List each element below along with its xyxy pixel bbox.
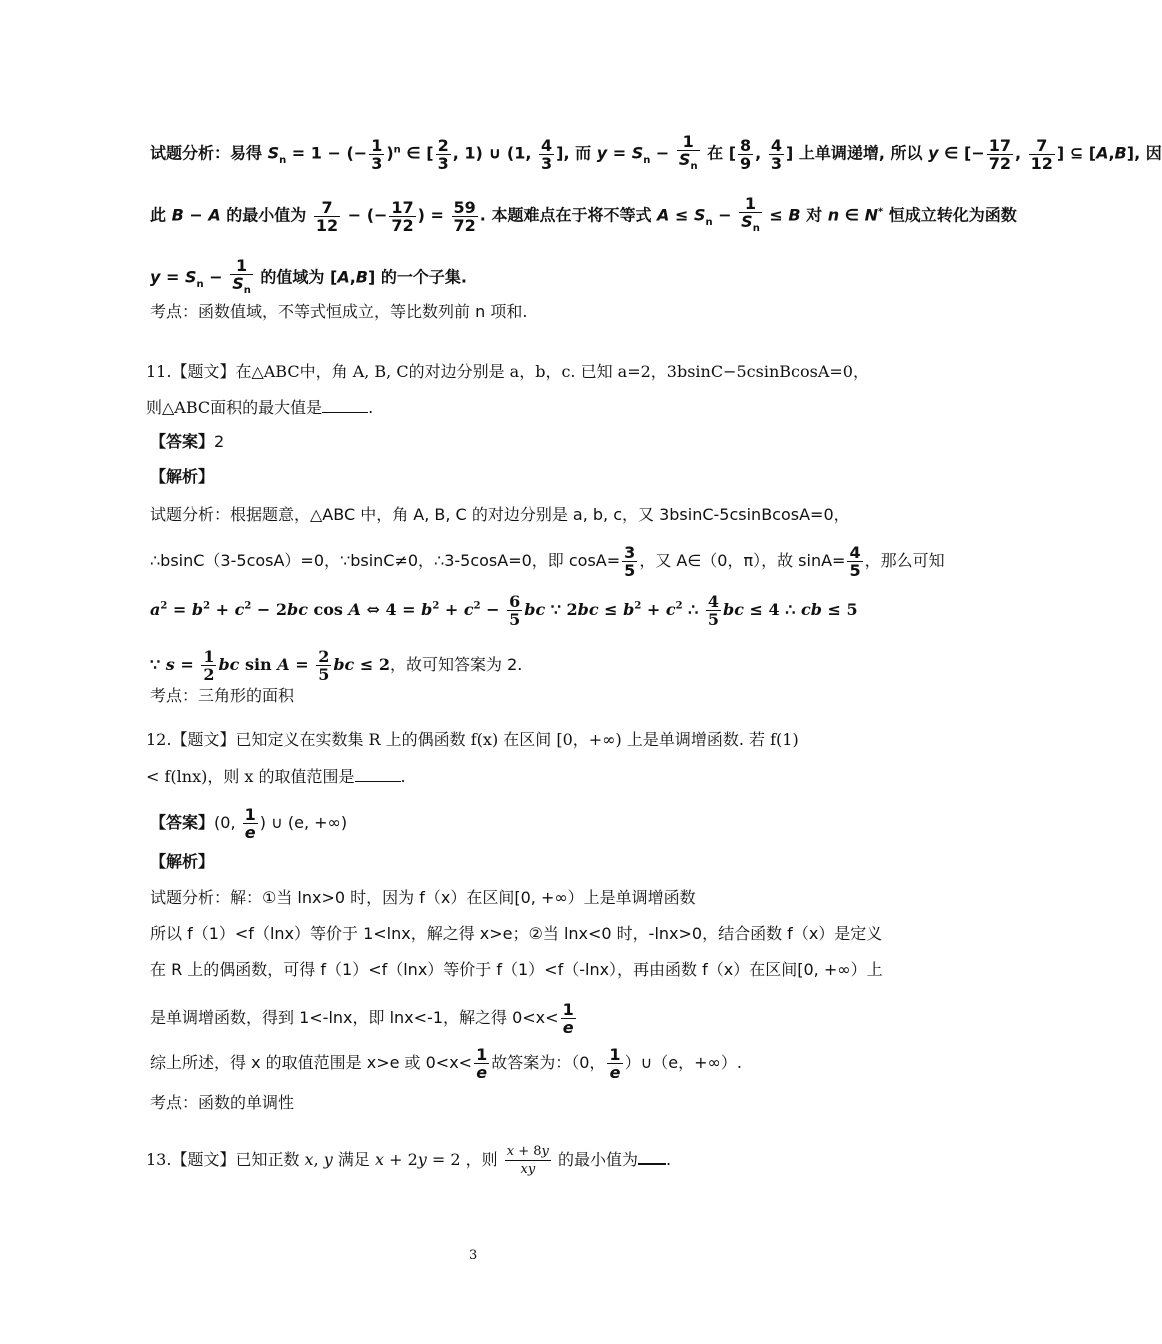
q10-kaodian: 考点：函数值域，不等式恒成立，等比数列前 n 项和.: [150, 302, 528, 321]
answer-label: 【答案】: [150, 813, 215, 832]
answer-value: 2: [214, 432, 225, 451]
q11-jiexi-label: 【解析】: [150, 467, 215, 486]
q12-analysis-line2: 所以 f（1）<f（lnx）等价于 1<lnx，解之得 x>e；②当 lnx<0 时，-lnx>0，结合函数 f（x）是定义: [150, 924, 883, 943]
q11-answer: [150, 432, 224, 452]
q12-answer: 【答案】(0, $\frac{1}{e}$ ) ∪ (e, +∞): [150, 805, 348, 842]
q11-analysis-line1: 试题分析：根据题意，△ABC 中，角 A, B, C 的对边分别是 a, b, c，又 3bsinC-5csinBcosA=0，: [150, 505, 850, 524]
q11-analysis-line3: $a^2 = b^2 + c^2 - 2bc$ cos A ⇔ $4 = b^2 + c^2$ − $\frac{6}{5}$ bc ∵ $2bc \le b^2 + c^2$ ∴ $\frac{4}{5}$ bc ≤ 4 ∴ cb ≤ 5: [150, 592, 858, 629]
q12-stem-line2: < f(lnx)，则 x 的取值范围是 .: [146, 767, 406, 786]
answer-blank: [638, 1149, 666, 1165]
q10-analysis-line3: $y = S_n$ − $\frac{1}{S_n}$ 的值域为 [A,B] 的一个子集.: [150, 256, 467, 297]
q12-analysis-line5: 综上所述，得 x 的取值范围是 x>e 或 0<x< $\frac{1}{e}$ 故答案为：（0， $\frac{1}{e}$ ）∪（e，+∞）.: [150, 1045, 742, 1082]
answer-blank: [322, 398, 368, 413]
page-number: 3: [469, 1248, 478, 1263]
q12-analysis-line4: 是单调增函数，得到 1<-lnx，即 lnx<-1，解之得 0<x< $\frac{1}{e}$: [150, 1000, 574, 1037]
q12-stem-line1: 12.【题文】已知定义在实数集 R 上的偶函数 f(x) 在区间 [0，+∞) 上是单调增函数. 若 f(1): [146, 730, 799, 749]
q11-kaodian: 考点：三角形的面积: [150, 686, 295, 705]
q10-analysis-line1: 试题分析：易得 $S_n = 1$ − (− $\frac{1}{3}$ )$^n$ ∈ [ $\frac{2}{3}$ , 1) ∪ (1, $\frac{4}{3}$ ], 而 $y = S_n$ − $\frac{1}{S_n}$ 在 [ $\frac{8}{9}$ , $\frac{4}{3}$ ] 上单调递增, 所以 y ∈ [− $\frac{17}{72}$ , $\frac{7}{12}$ ] ⊆ [A,B], 因: [150, 132, 1162, 173]
q12-jiexi-label: 【解析】: [150, 852, 215, 871]
q11-stem2-text: 则△ABC面积的最大值是: [146, 398, 323, 417]
q11-stem-line1: 11.【题文】在△ABC中，角 A, B, C的对边分别是 a，b，c. 已知 a=2，3bsinC−5csinBcosA=0，: [146, 362, 869, 381]
answer-label: 【答案】: [150, 432, 215, 451]
q11-stem-line2: 则△ABC面积的最大值是 .: [146, 398, 374, 417]
answer-blank: [355, 767, 401, 782]
q12-analysis-line1: 试题分析：解：①当 lnx>0 时，因为 f（x）在区间[0, +∞）上是单调增函数: [150, 888, 696, 907]
q10-analysis-line2: 此 B − A 的最小值为 $\frac{7}{12}$ − (− $\frac{17}{72}$ ) = $\frac{59}{72}$ . 本题难点在于将不等式 $A \le S_n$ − $\frac{1}{S_n}$ ≤ B 对 n ∈ N* 恒成立转化为函数: [150, 194, 1017, 235]
q11-analysis-line2: ∴bsinC（3-5cosA）=0，∵bsinC≠0，∴3-5cosA=0，即 cosA= $\frac{3}{5}$ ，又 A∈（0，π），故 sinA= $\frac{4}{5}$ ，那么可知: [150, 543, 945, 580]
q12-analysis-line3: 在 R 上的偶函数，可得 f（1）<f（lnx）等价于 f（1）<f（-lnx），再由函数 f（x）在区间[0, +∞）上: [150, 960, 883, 979]
q13-stem: 13.【题文】已知正数 x, y 满足 x + 2y = 2 ，则 $\frac{x + 8y}{xy}$ 的最小值为 .: [146, 1144, 672, 1177]
q12-stem2-text: < f(lnx)，则 x 的取值范围是: [146, 767, 355, 786]
q12-kaodian: 考点：函数的单调性: [150, 1093, 295, 1112]
q11-analysis-line4: ∵ s = $\frac{1}{2}$ bc sin A = $\frac{2}{5}$ bc ≤ 2，故可知答案为 2.: [150, 647, 523, 684]
